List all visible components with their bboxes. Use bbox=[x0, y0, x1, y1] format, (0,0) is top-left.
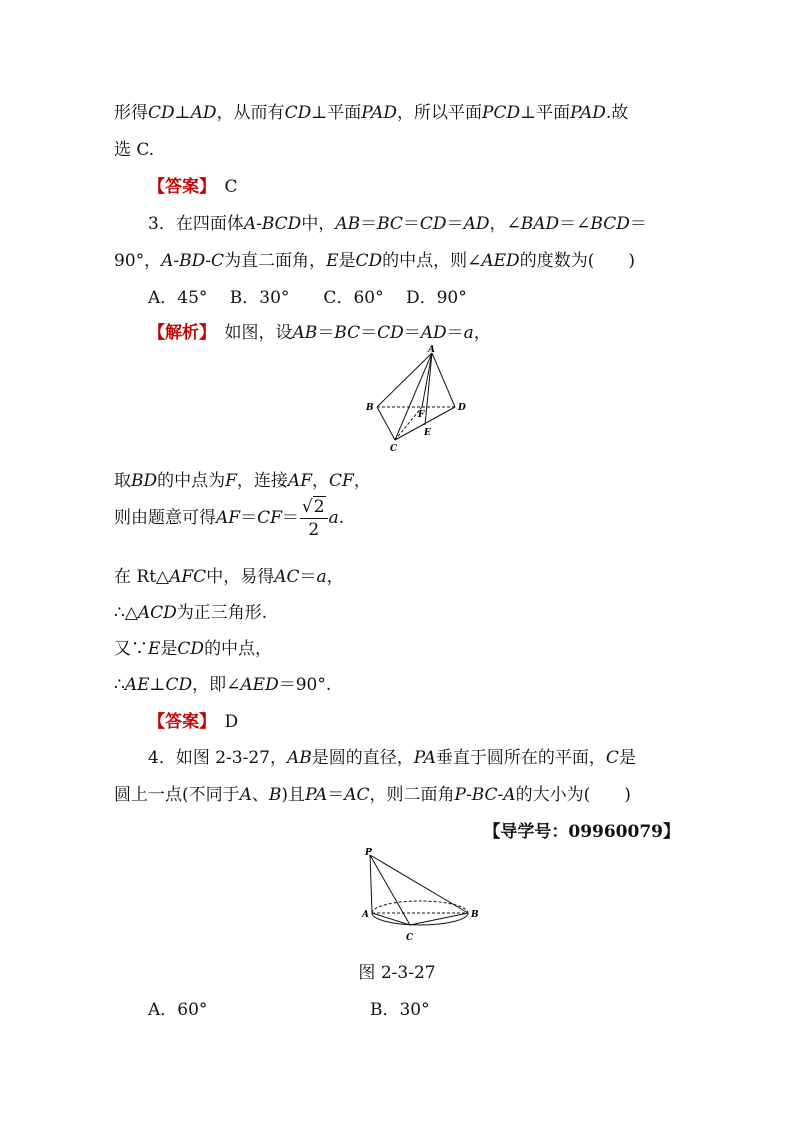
math: AD bbox=[190, 103, 217, 123]
edge-bc bbox=[410, 913, 468, 925]
label-a: A bbox=[428, 345, 435, 355]
math: BCD bbox=[261, 214, 302, 234]
math: BC bbox=[334, 323, 361, 343]
circle-plane-figure bbox=[355, 845, 480, 945]
text: - bbox=[256, 214, 262, 234]
math: B bbox=[268, 785, 282, 805]
math: CF bbox=[257, 508, 282, 528]
math: BD bbox=[131, 471, 158, 491]
edge-pb bbox=[370, 855, 468, 913]
label-f: F bbox=[418, 410, 425, 420]
solution-line-6 bbox=[114, 634, 272, 659]
text: 的大小为( ) bbox=[515, 785, 631, 805]
text: ＝ bbox=[240, 508, 258, 528]
math: A bbox=[503, 785, 516, 805]
math: BC bbox=[377, 214, 403, 234]
text: ＝ bbox=[403, 323, 421, 343]
math: a bbox=[463, 323, 474, 343]
text: ，∠ bbox=[489, 214, 521, 234]
text: ∴△ bbox=[114, 603, 138, 623]
label-b: B bbox=[471, 910, 479, 920]
text: 形得 bbox=[114, 103, 148, 123]
text: 取 bbox=[114, 471, 131, 491]
edge-ac bbox=[395, 353, 432, 440]
text: ⊥平面 bbox=[520, 103, 571, 123]
text: 是 bbox=[160, 639, 178, 659]
text: 又∵ bbox=[114, 639, 148, 659]
label-d: D bbox=[458, 403, 466, 413]
text: ，即∠ bbox=[192, 675, 241, 695]
edge-bc bbox=[377, 407, 395, 440]
label-e: E bbox=[424, 428, 431, 438]
math: AD bbox=[420, 323, 447, 343]
text: 的中点，则∠ bbox=[382, 251, 482, 271]
math: AED bbox=[481, 251, 520, 271]
math: CD bbox=[419, 214, 447, 234]
text: ，则二面角 bbox=[369, 785, 455, 805]
math: A bbox=[243, 214, 257, 234]
circle-back-arc bbox=[372, 901, 468, 913]
math: P bbox=[454, 785, 466, 805]
math: E bbox=[326, 251, 339, 271]
math: PCD bbox=[482, 103, 521, 123]
text: - bbox=[173, 251, 180, 271]
math: AB bbox=[335, 214, 361, 234]
text: 2 bbox=[313, 497, 325, 517]
text: ＝ bbox=[402, 214, 420, 234]
text-line: 选 C. bbox=[114, 140, 155, 160]
math: CF bbox=[329, 471, 354, 491]
math: PAD bbox=[361, 103, 397, 123]
tetrahedron-figure bbox=[360, 345, 475, 455]
math: C bbox=[605, 748, 619, 768]
edge-ad bbox=[432, 353, 455, 407]
text: ， bbox=[326, 567, 344, 587]
question-3-line-1 bbox=[148, 209, 647, 234]
math: AED bbox=[240, 675, 279, 695]
text: ， bbox=[473, 323, 491, 343]
text: - bbox=[205, 251, 212, 271]
edge-ae bbox=[425, 353, 432, 425]
text: 是 bbox=[338, 251, 356, 271]
math: AF bbox=[216, 508, 241, 528]
edge-pa bbox=[370, 855, 372, 913]
solution-label: 【解析】 bbox=[148, 323, 208, 343]
answer-line bbox=[148, 707, 238, 732]
figure-caption: 图 2-3-27 bbox=[358, 963, 436, 983]
question-4-line-1 bbox=[148, 743, 636, 768]
text: ， bbox=[312, 471, 329, 491]
math: F bbox=[225, 471, 237, 491]
solution-line-7 bbox=[114, 670, 331, 695]
text: 中，易得 bbox=[206, 567, 275, 587]
answer-label: 【答案】 bbox=[148, 177, 208, 197]
math: BAD bbox=[520, 214, 560, 234]
answer-value: C bbox=[224, 177, 238, 197]
math: A bbox=[161, 251, 174, 271]
text: ＝ bbox=[327, 785, 345, 805]
text: 2 bbox=[308, 520, 320, 540]
text: ⊥ bbox=[149, 675, 166, 695]
fraction-sqrt2-over-2 bbox=[300, 496, 328, 541]
solution-line-1 bbox=[148, 318, 491, 343]
text: ＝ bbox=[446, 323, 464, 343]
text: 3．在四面体 bbox=[148, 214, 244, 234]
answer-label: 【答案】 bbox=[148, 712, 208, 732]
text: 、 bbox=[251, 785, 269, 805]
text: 垂直于圆所在的平面， bbox=[435, 748, 606, 768]
text: √2 bbox=[301, 497, 325, 517]
text: 的度数为( ) bbox=[519, 251, 635, 271]
text: ，连接 bbox=[236, 471, 288, 491]
text: 是 bbox=[618, 748, 636, 768]
math: AC bbox=[274, 567, 300, 587]
math: AB bbox=[286, 748, 312, 768]
text: ，从而有 bbox=[216, 103, 285, 123]
math: CD bbox=[284, 103, 312, 123]
math: PA bbox=[413, 748, 436, 768]
text-line bbox=[114, 98, 628, 123]
math: a bbox=[316, 567, 327, 587]
question-3-line-2 bbox=[114, 246, 635, 271]
math: AD bbox=[463, 214, 490, 234]
math: CD bbox=[177, 639, 205, 659]
math: CD bbox=[148, 103, 175, 123]
text: ， bbox=[353, 471, 371, 491]
label-c: C bbox=[406, 933, 414, 943]
text: 圆上一点(不同于 bbox=[114, 785, 240, 805]
math: AB bbox=[292, 323, 318, 343]
math: AC bbox=[344, 785, 370, 805]
text: 在 Rt△ bbox=[114, 567, 170, 587]
math: a bbox=[328, 508, 339, 528]
text: . bbox=[338, 508, 345, 528]
label-c: C bbox=[390, 444, 398, 454]
label-a: A bbox=[362, 910, 369, 920]
text: ，所以平面 bbox=[397, 103, 482, 123]
solution-line-2 bbox=[114, 466, 371, 491]
text: ＝ bbox=[317, 323, 335, 343]
question-3-options: A．45° B．30° C．60° D．90° bbox=[148, 288, 467, 308]
text: ＝∠ bbox=[559, 214, 591, 234]
text: ＝ bbox=[281, 508, 299, 528]
text: ＝ bbox=[629, 214, 647, 234]
text: 则由题意可得 bbox=[114, 508, 216, 528]
text bbox=[300, 496, 328, 519]
math: CD bbox=[355, 251, 383, 271]
solution-line-5 bbox=[114, 598, 267, 623]
answer-line bbox=[148, 172, 238, 197]
text: ∴ bbox=[114, 675, 125, 695]
text: ＝ bbox=[360, 214, 378, 234]
math: BCD bbox=[590, 214, 630, 234]
question-4-line-2 bbox=[114, 780, 631, 805]
label-b: B bbox=[366, 403, 374, 413]
text: ＝ bbox=[360, 323, 378, 343]
text: 为正三角形. bbox=[176, 603, 268, 623]
text: 是圆的直径， bbox=[311, 748, 414, 768]
label-p: P bbox=[365, 848, 372, 858]
text: ⊥平面 bbox=[311, 103, 362, 123]
text: ＝ bbox=[446, 214, 464, 234]
text: - bbox=[465, 785, 472, 805]
text: 为直二面角， bbox=[224, 251, 327, 271]
math: CD bbox=[377, 323, 404, 343]
text: 中， bbox=[301, 214, 336, 234]
text: 如图，设 bbox=[224, 323, 293, 343]
math: BD bbox=[179, 251, 206, 271]
text: 的中点为 bbox=[157, 471, 226, 491]
math: PAD bbox=[570, 103, 606, 123]
guide-number: 【导学号：09960079】 bbox=[483, 822, 680, 842]
math: A bbox=[239, 785, 252, 805]
solution-line-4 bbox=[114, 562, 344, 587]
solution-line-3 bbox=[114, 496, 344, 541]
text: ＝ bbox=[299, 567, 317, 587]
text: - bbox=[497, 785, 504, 805]
math: E bbox=[148, 639, 161, 659]
math: BC bbox=[471, 785, 498, 805]
option-a: A．60° bbox=[148, 1000, 208, 1020]
text: .故 bbox=[605, 103, 629, 123]
math: AFC bbox=[169, 567, 207, 587]
math: ACD bbox=[137, 603, 177, 623]
math: CD bbox=[165, 675, 193, 695]
text: 的中点， bbox=[204, 639, 273, 659]
option-b: B．30° bbox=[370, 1000, 430, 1020]
answer-value: D bbox=[224, 712, 239, 732]
text: 4．如图 2-3-27， bbox=[148, 748, 287, 768]
text: 90°， bbox=[114, 251, 162, 271]
math: PA bbox=[305, 785, 328, 805]
text: )且 bbox=[281, 785, 306, 805]
text: ⊥ bbox=[174, 103, 191, 123]
math: AF bbox=[287, 471, 312, 491]
math: AE bbox=[124, 675, 150, 695]
math: C bbox=[211, 251, 225, 271]
text: ＝90°. bbox=[278, 675, 332, 695]
